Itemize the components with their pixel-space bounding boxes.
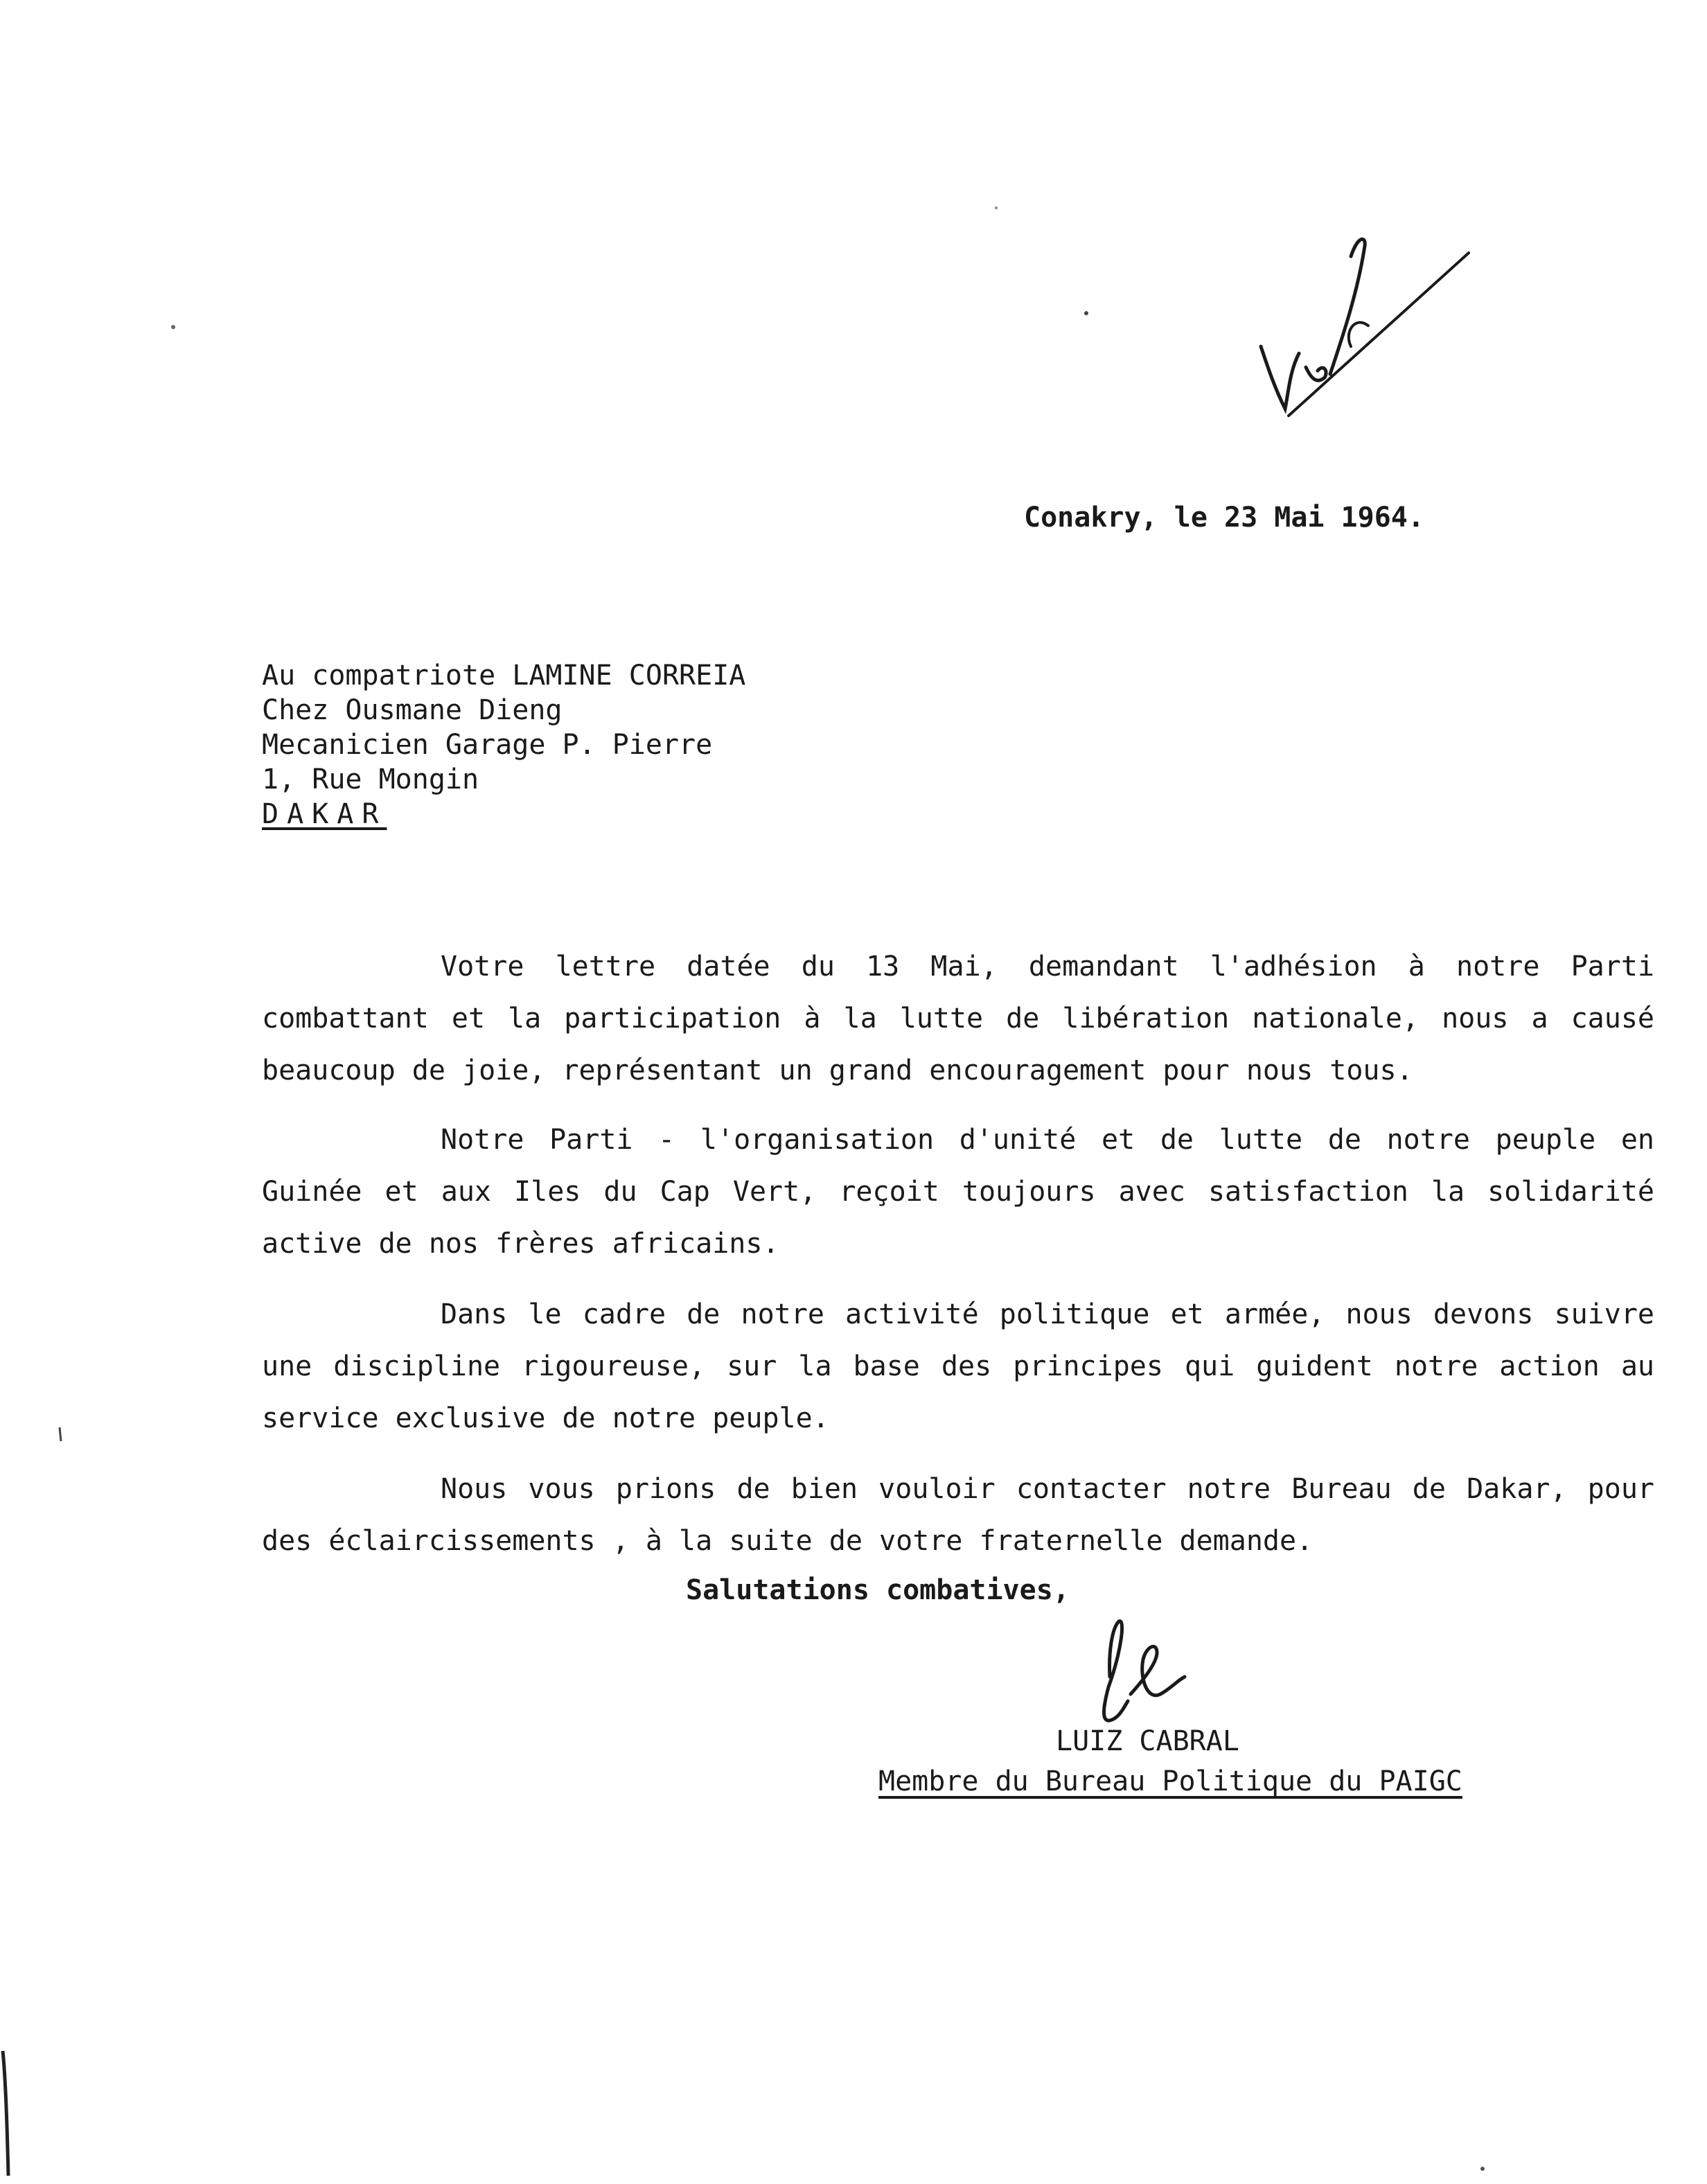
recipient-line-2: Chez Ousmane Dieng [262, 694, 563, 726]
recipient-line-3: Mecanicien Garage P. Pierre [262, 729, 713, 761]
body-paragraph-4: Nous vous prions de bien vouloir contacter notre Bureau de Dakar, pour des éclaircissements , à la suite de votre fraternelle demande. [262, 1473, 1654, 1557]
signer-title: Membre du Bureau Politique du PAIGC [878, 1765, 1462, 1797]
handwritten-initials-mark [1247, 229, 1476, 430]
recipient-line-4: 1, Rue Mongin [262, 764, 479, 795]
signer-name: LUIZ CABRAL [1056, 1725, 1239, 1757]
handwritten-signature [1081, 1611, 1205, 1736]
recipient-city: DAKAR [262, 798, 387, 830]
body-paragraph-1: Votre lettre datée du 13 Mai, demandant l'adhésion à notre Parti combattant et la participation à la lutte de libération nationale, nous a causé beaucoup de joie, représentant un grand encouragement pour nous tous. [262, 951, 1654, 1086]
recipient-line-1: Au compatriote LAMINE CORREIA [262, 660, 746, 692]
body-paragraph-2: Notre Parti - l'organisation d'unité et de lutte de notre peuple en Guinée et aux Iles du Cap Vert, reçoit toujours avec satisfaction la solidarité active de nos frères africains. [262, 1124, 1654, 1260]
closing-salutation: Salutations combatives, [686, 1574, 1070, 1606]
recipient-address [262, 658, 745, 831]
letter-date: Conakry, le 23 Mai 1964. [1024, 502, 1424, 534]
body-paragraph-3: Dans le cadre de notre activité politique et armée, nous devons suivre une discipline rigoureuse, sur la base des principes qui guident notre action au service exclusive de notre peuple. [262, 1298, 1654, 1434]
